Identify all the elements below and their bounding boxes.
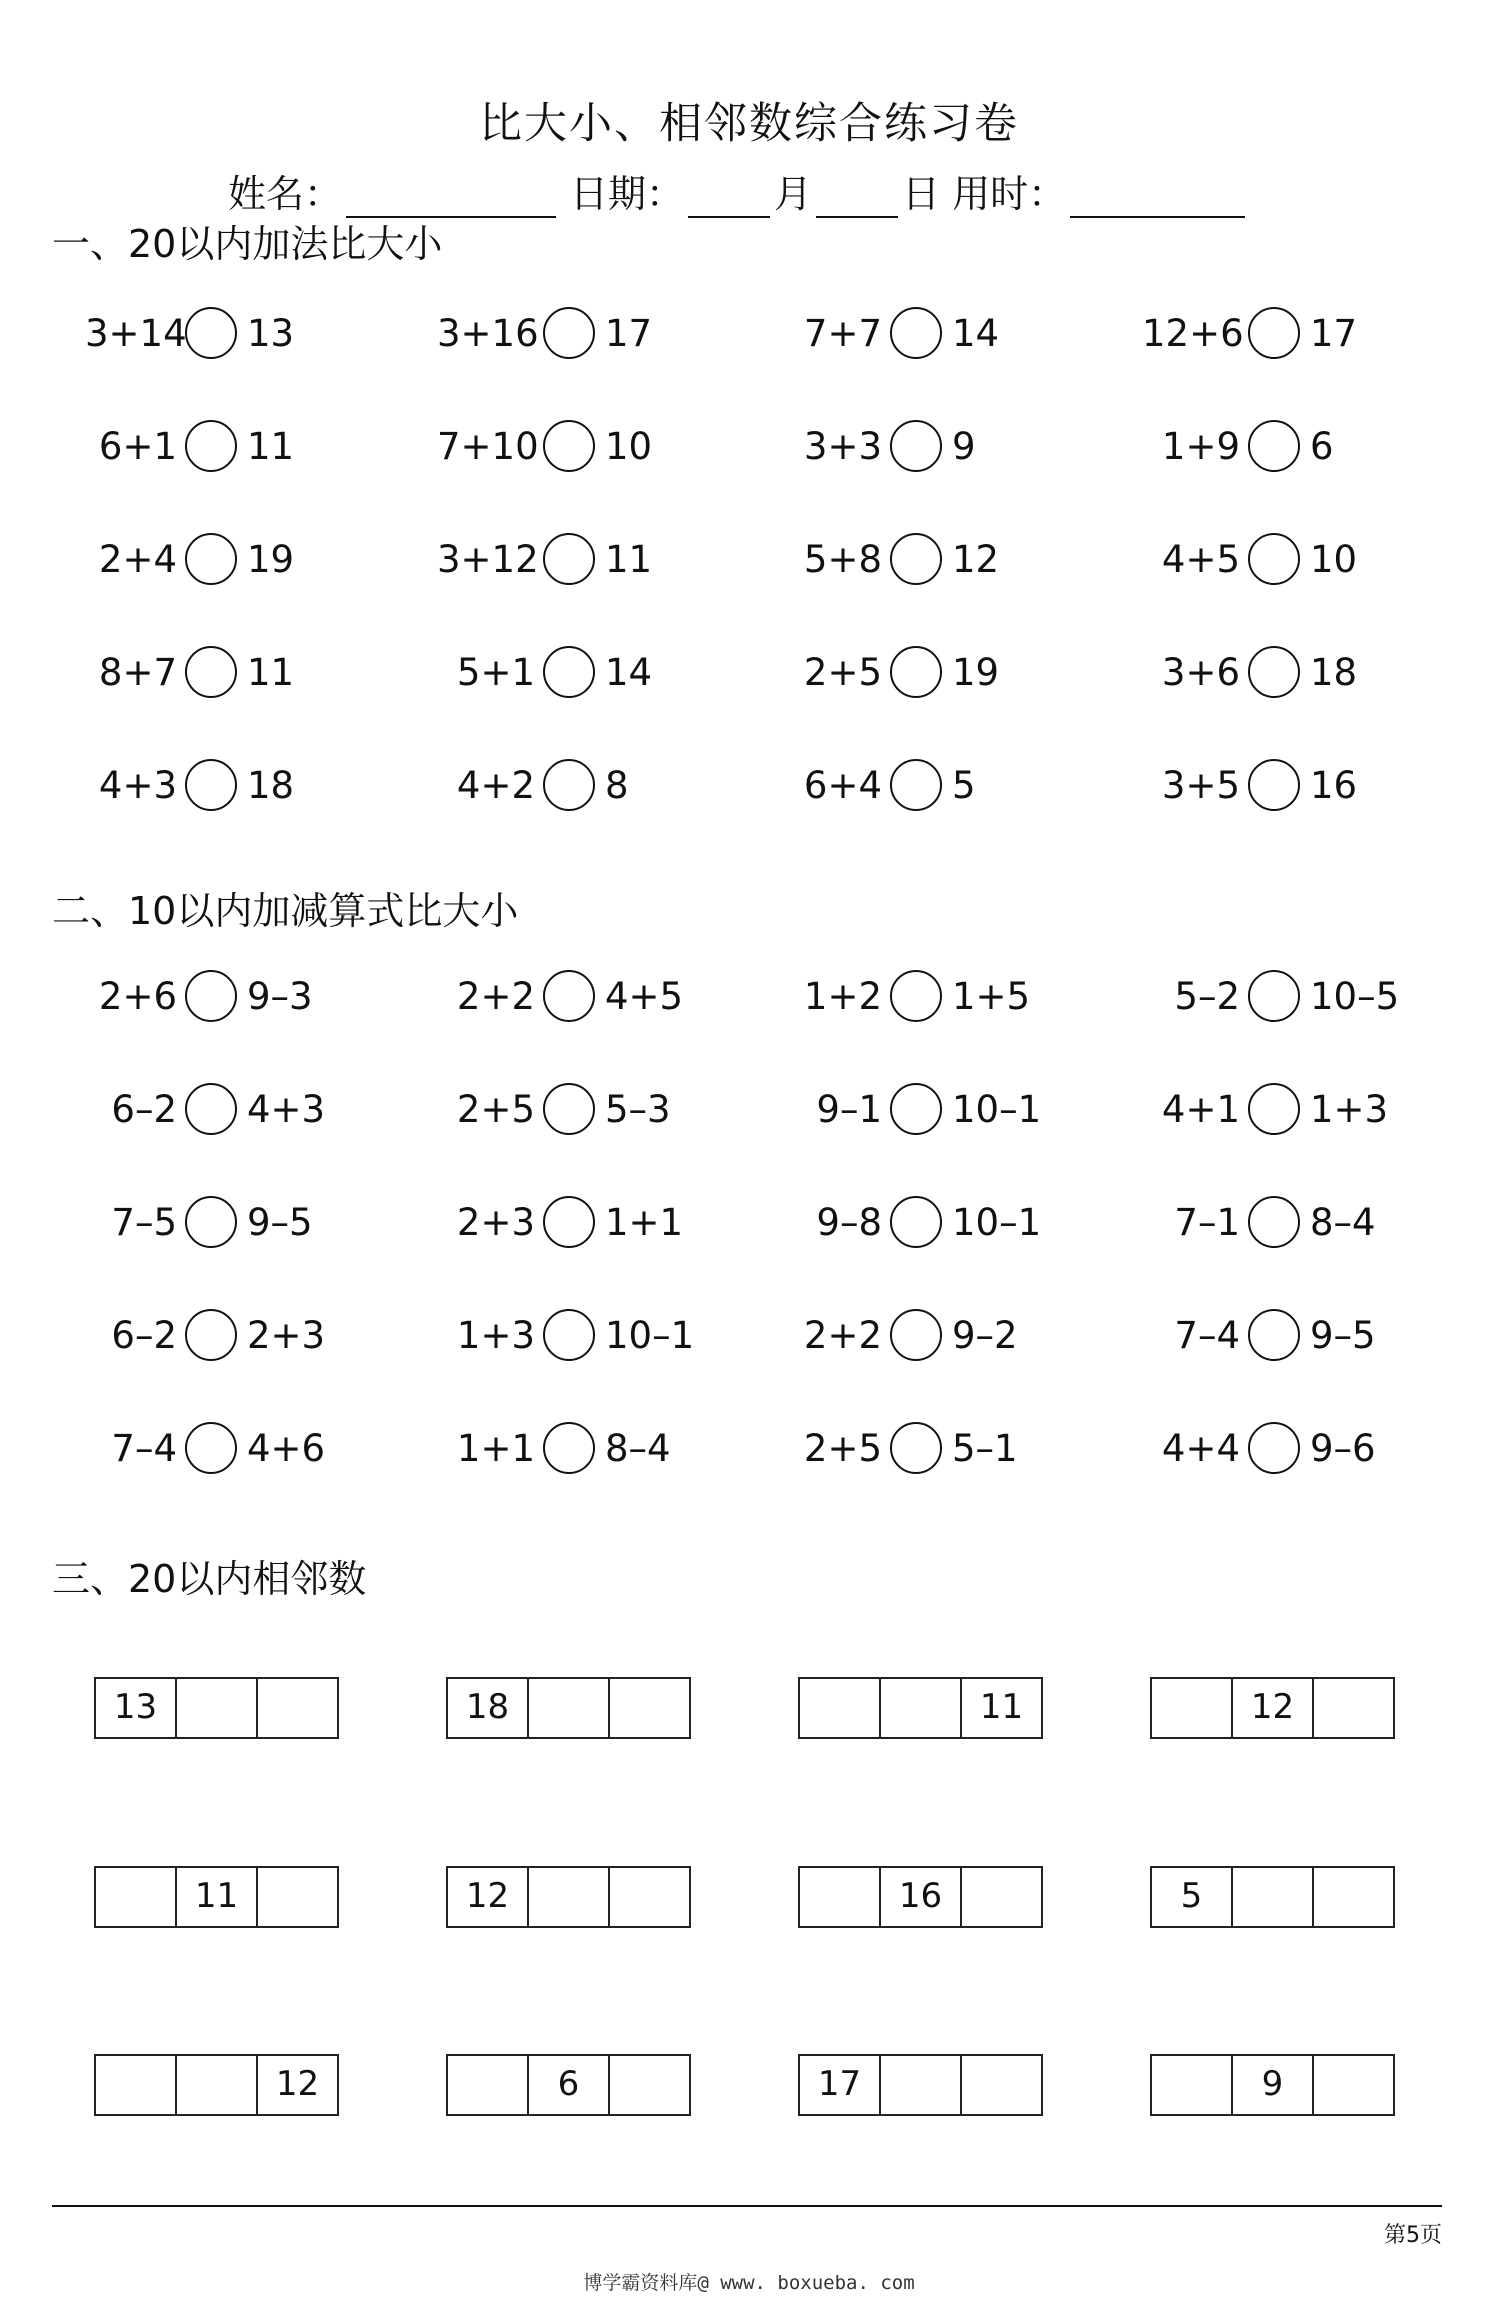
neighbor-box-group — [798, 1677, 1043, 1739]
answer-circle[interactable] — [543, 420, 595, 472]
left-expression: 6–2 — [111, 1087, 177, 1131]
given-number-box: 13 — [94, 1677, 177, 1739]
right-expression: 2+3 — [247, 1313, 326, 1357]
right-expression: 11 — [247, 650, 295, 694]
given-number-box: 6 — [527, 2054, 610, 2116]
neighbor-box-group — [446, 1677, 691, 1739]
right-expression: 5–1 — [952, 1426, 1018, 1470]
answer-circle[interactable] — [185, 1083, 237, 1135]
right-expression: 10 — [605, 424, 653, 468]
right-expression: 14 — [605, 650, 653, 694]
compare-item — [437, 966, 683, 1026]
right-expression: 17 — [1310, 311, 1358, 355]
compare-item — [790, 642, 999, 702]
compare-item — [790, 966, 1030, 1026]
student-info-line — [228, 163, 1249, 218]
answer-circle[interactable] — [1248, 1196, 1300, 1248]
answer-circle[interactable] — [890, 1309, 942, 1361]
neighbor-box-group — [94, 1677, 339, 1739]
answer-box[interactable] — [879, 1677, 962, 1739]
left-expression: 3+12 — [437, 537, 539, 581]
compare-item — [1142, 1192, 1376, 1252]
answer-circle[interactable] — [890, 1083, 942, 1135]
name-label: 姓名： — [228, 172, 343, 216]
left-expression: 2+3 — [456, 1200, 535, 1244]
left-expression: 2+5 — [803, 650, 882, 694]
answer-circle[interactable] — [185, 1309, 237, 1361]
compare-item — [85, 529, 294, 589]
left-expression: 2+5 — [803, 1426, 882, 1470]
answer-circle[interactable] — [1248, 1422, 1300, 1474]
answer-circle[interactable] — [1248, 307, 1300, 359]
compare-item — [1142, 1079, 1388, 1139]
answer-box[interactable] — [446, 2054, 529, 2116]
right-expression: 9–3 — [247, 974, 313, 1018]
neighbor-box-group — [1150, 1866, 1395, 1928]
neighbor-box-group — [1150, 2054, 1395, 2116]
left-expression: 3+14 — [85, 311, 187, 355]
month-label: 月 — [774, 172, 813, 216]
left-expression: 8+7 — [98, 650, 177, 694]
compare-item — [437, 642, 652, 702]
compare-item — [85, 1079, 325, 1139]
answer-box[interactable] — [879, 2054, 962, 2116]
answer-circle[interactable] — [1248, 533, 1300, 585]
answer-circle[interactable] — [543, 307, 595, 359]
given-number-box: 11 — [175, 1866, 258, 1928]
compare-item — [85, 966, 313, 1026]
left-expression: 7–1 — [1174, 1200, 1240, 1244]
compare-item — [790, 303, 999, 363]
right-expression: 12 — [952, 537, 1000, 581]
given-number-box: 9 — [1231, 2054, 1314, 2116]
answer-box[interactable] — [798, 1866, 881, 1928]
right-expression: 6 — [1310, 424, 1334, 468]
compare-item — [437, 1418, 671, 1478]
right-expression: 10–1 — [952, 1087, 1042, 1131]
compare-item — [790, 1305, 1018, 1365]
answer-circle[interactable] — [1248, 420, 1300, 472]
right-expression: 19 — [247, 537, 295, 581]
right-expression: 11 — [247, 424, 295, 468]
left-expression: 2+2 — [456, 974, 535, 1018]
right-expression: 19 — [952, 650, 1000, 694]
left-expression: 6+1 — [98, 424, 177, 468]
compare-item — [85, 642, 294, 702]
answer-box[interactable] — [527, 1677, 610, 1739]
given-number-box: 5 — [1150, 1866, 1233, 1928]
answer-circle[interactable] — [890, 646, 942, 698]
left-expression: 1+3 — [456, 1313, 535, 1357]
answer-circle[interactable] — [543, 1422, 595, 1474]
left-expression: 4+5 — [1161, 537, 1240, 581]
compare-item — [1142, 1305, 1376, 1365]
answer-circle[interactable] — [543, 1083, 595, 1135]
answer-circle[interactable] — [890, 1196, 942, 1248]
bottom-divider — [52, 2205, 1442, 2207]
left-expression: 4+3 — [98, 763, 177, 807]
answer-box[interactable] — [608, 1677, 691, 1739]
compare-item — [790, 416, 976, 476]
right-expression: 9 — [952, 424, 976, 468]
left-expression: 3+3 — [803, 424, 882, 468]
compare-item — [437, 755, 629, 815]
left-expression: 5+1 — [456, 650, 535, 694]
left-expression: 5+8 — [803, 537, 882, 581]
right-expression: 9–6 — [1310, 1426, 1376, 1470]
left-expression: 3+5 — [1161, 763, 1240, 807]
compare-item — [437, 303, 652, 363]
compare-item — [1142, 966, 1399, 1026]
left-expression: 1+9 — [1161, 424, 1240, 468]
left-expression: 6+4 — [803, 763, 882, 807]
section1-heading: 一、20以内加法比大小 — [52, 222, 443, 266]
answer-circle[interactable] — [1248, 1309, 1300, 1361]
left-expression: 12+6 — [1142, 311, 1244, 355]
right-expression: 8–4 — [1310, 1200, 1376, 1244]
date-label: 日期： — [570, 172, 685, 216]
right-expression: 10–1 — [605, 1313, 695, 1357]
right-expression: 16 — [1310, 763, 1358, 807]
right-expression: 18 — [247, 763, 295, 807]
right-expression: 1+5 — [952, 974, 1031, 1018]
left-expression: 1+2 — [803, 974, 882, 1018]
compare-item — [1142, 642, 1357, 702]
answer-circle[interactable] — [890, 1422, 942, 1474]
answer-circle[interactable] — [543, 970, 595, 1022]
page-number: 第5页 — [1384, 2223, 1442, 2248]
compare-item — [1142, 755, 1357, 815]
answer-circle[interactable] — [543, 759, 595, 811]
answer-circle[interactable] — [543, 1196, 595, 1248]
answer-circle[interactable] — [185, 646, 237, 698]
compare-item — [85, 755, 294, 815]
neighbor-box-group — [94, 1866, 339, 1928]
answer-box[interactable] — [1312, 1866, 1395, 1928]
answer-box[interactable] — [1231, 1866, 1314, 1928]
name-blank[interactable] — [346, 176, 556, 218]
time-blank[interactable] — [1070, 176, 1245, 218]
footer-watermark: 博学霸资料库@ www. boxueba. com — [583, 2272, 915, 2294]
left-expression: 6–2 — [111, 1313, 177, 1357]
left-expression: 5–2 — [1174, 974, 1240, 1018]
right-expression: 9–2 — [952, 1313, 1018, 1357]
day-time-label: 日 用时： — [902, 172, 1067, 216]
right-expression: 4+6 — [247, 1426, 326, 1470]
left-expression: 2+6 — [98, 974, 177, 1018]
answer-box[interactable] — [960, 2054, 1043, 2116]
answer-box[interactable] — [1312, 1677, 1395, 1739]
compare-item — [1142, 529, 1357, 589]
right-expression: 9–5 — [1310, 1313, 1376, 1357]
answer-box[interactable] — [94, 2054, 177, 2116]
right-expression: 10 — [1310, 537, 1358, 581]
compare-item — [790, 755, 976, 815]
right-expression: 9–5 — [247, 1200, 313, 1244]
right-expression: 1+3 — [1310, 1087, 1389, 1131]
compare-item — [790, 1418, 1018, 1478]
given-number-box: 11 — [960, 1677, 1043, 1739]
answer-circle[interactable] — [185, 970, 237, 1022]
page-title: 比大小、相邻数综合练习卷 — [479, 99, 1019, 149]
answer-circle[interactable] — [185, 1422, 237, 1474]
compare-item — [437, 1305, 694, 1365]
neighbor-box-group — [446, 2054, 691, 2116]
neighbor-box-group — [798, 2054, 1043, 2116]
left-expression: 7+7 — [803, 311, 882, 355]
compare-item — [85, 416, 294, 476]
compare-item — [85, 1418, 325, 1478]
left-expression: 2+4 — [98, 537, 177, 581]
given-number-box: 18 — [446, 1677, 529, 1739]
answer-box[interactable] — [608, 2054, 691, 2116]
answer-circle[interactable] — [185, 1196, 237, 1248]
answer-circle[interactable] — [185, 533, 237, 585]
left-expression: 2+2 — [803, 1313, 882, 1357]
compare-item — [790, 1192, 1041, 1252]
answer-circle[interactable] — [543, 533, 595, 585]
left-expression: 7–4 — [111, 1426, 177, 1470]
given-number-box: 12 — [256, 2054, 339, 2116]
day-blank[interactable] — [816, 176, 898, 218]
given-number-box: 17 — [798, 2054, 881, 2116]
left-expression: 1+1 — [456, 1426, 535, 1470]
left-expression: 4+1 — [1161, 1087, 1240, 1131]
compare-item — [85, 303, 294, 363]
compare-item — [437, 529, 652, 589]
right-expression: 14 — [952, 311, 1000, 355]
neighbor-box-group — [798, 1866, 1043, 1928]
answer-circle[interactable] — [890, 420, 942, 472]
answer-circle[interactable] — [1248, 1083, 1300, 1135]
compare-item — [437, 416, 652, 476]
compare-item — [85, 1305, 325, 1365]
given-number-box: 12 — [446, 1866, 529, 1928]
right-expression: 1+1 — [605, 1200, 684, 1244]
neighbor-box-group — [94, 2054, 339, 2116]
left-expression: 4+2 — [456, 763, 535, 807]
answer-box[interactable] — [1312, 2054, 1395, 2116]
right-expression: 13 — [247, 311, 295, 355]
answer-box[interactable] — [798, 1677, 881, 1739]
answer-box[interactable] — [175, 2054, 258, 2116]
compare-item — [85, 1192, 313, 1252]
compare-item — [1142, 1418, 1376, 1478]
left-expression: 2+5 — [456, 1087, 535, 1131]
answer-circle[interactable] — [1248, 970, 1300, 1022]
answer-circle[interactable] — [890, 307, 942, 359]
answer-circle[interactable] — [543, 646, 595, 698]
right-expression: 4+3 — [247, 1087, 326, 1131]
left-expression: 3+6 — [1161, 650, 1240, 694]
answer-box[interactable] — [527, 1866, 610, 1928]
left-expression: 4+4 — [1161, 1426, 1240, 1470]
compare-item — [437, 1192, 683, 1252]
answer-box[interactable] — [175, 1677, 258, 1739]
right-expression: 10–5 — [1310, 974, 1400, 1018]
month-blank[interactable] — [688, 176, 770, 218]
right-expression: 10–1 — [952, 1200, 1042, 1244]
left-expression: 9–8 — [816, 1200, 882, 1244]
answer-box[interactable] — [608, 1866, 691, 1928]
section3-heading: 三、20以内相邻数 — [52, 1557, 367, 1601]
answer-box[interactable] — [1150, 1677, 1233, 1739]
answer-circle[interactable] — [543, 1309, 595, 1361]
left-expression: 7+10 — [437, 424, 539, 468]
answer-box[interactable] — [256, 1677, 339, 1739]
right-expression: 5–3 — [605, 1087, 671, 1131]
compare-item — [437, 1079, 671, 1139]
left-expression: 9–1 — [816, 1087, 882, 1131]
right-expression: 18 — [1310, 650, 1358, 694]
answer-circle[interactable] — [185, 420, 237, 472]
section2-heading: 二、10以内加减算式比大小 — [52, 889, 519, 933]
answer-box[interactable] — [960, 1866, 1043, 1928]
left-expression: 7–5 — [111, 1200, 177, 1244]
answer-box[interactable] — [1150, 2054, 1233, 2116]
compare-item — [1142, 416, 1334, 476]
right-expression: 5 — [952, 763, 976, 807]
answer-box[interactable] — [94, 1866, 177, 1928]
answer-circle[interactable] — [890, 970, 942, 1022]
answer-circle[interactable] — [1248, 646, 1300, 698]
answer-circle[interactable] — [1248, 759, 1300, 811]
right-expression: 11 — [605, 537, 653, 581]
neighbor-box-group — [446, 1866, 691, 1928]
compare-item — [790, 529, 999, 589]
answer-circle[interactable] — [890, 759, 942, 811]
right-expression: 4+5 — [605, 974, 684, 1018]
compare-item — [790, 1079, 1041, 1139]
neighbor-box-group — [1150, 1677, 1395, 1739]
compare-item — [1142, 303, 1357, 363]
left-expression: 3+16 — [437, 311, 539, 355]
right-expression: 17 — [605, 311, 653, 355]
given-number-box: 16 — [879, 1866, 962, 1928]
right-expression: 8 — [605, 763, 629, 807]
right-expression: 8–4 — [605, 1426, 671, 1470]
left-expression: 7–4 — [1174, 1313, 1240, 1357]
answer-circle[interactable] — [890, 533, 942, 585]
answer-circle[interactable] — [185, 307, 237, 359]
given-number-box: 12 — [1231, 1677, 1314, 1739]
answer-box[interactable] — [256, 1866, 339, 1928]
answer-circle[interactable] — [185, 759, 237, 811]
